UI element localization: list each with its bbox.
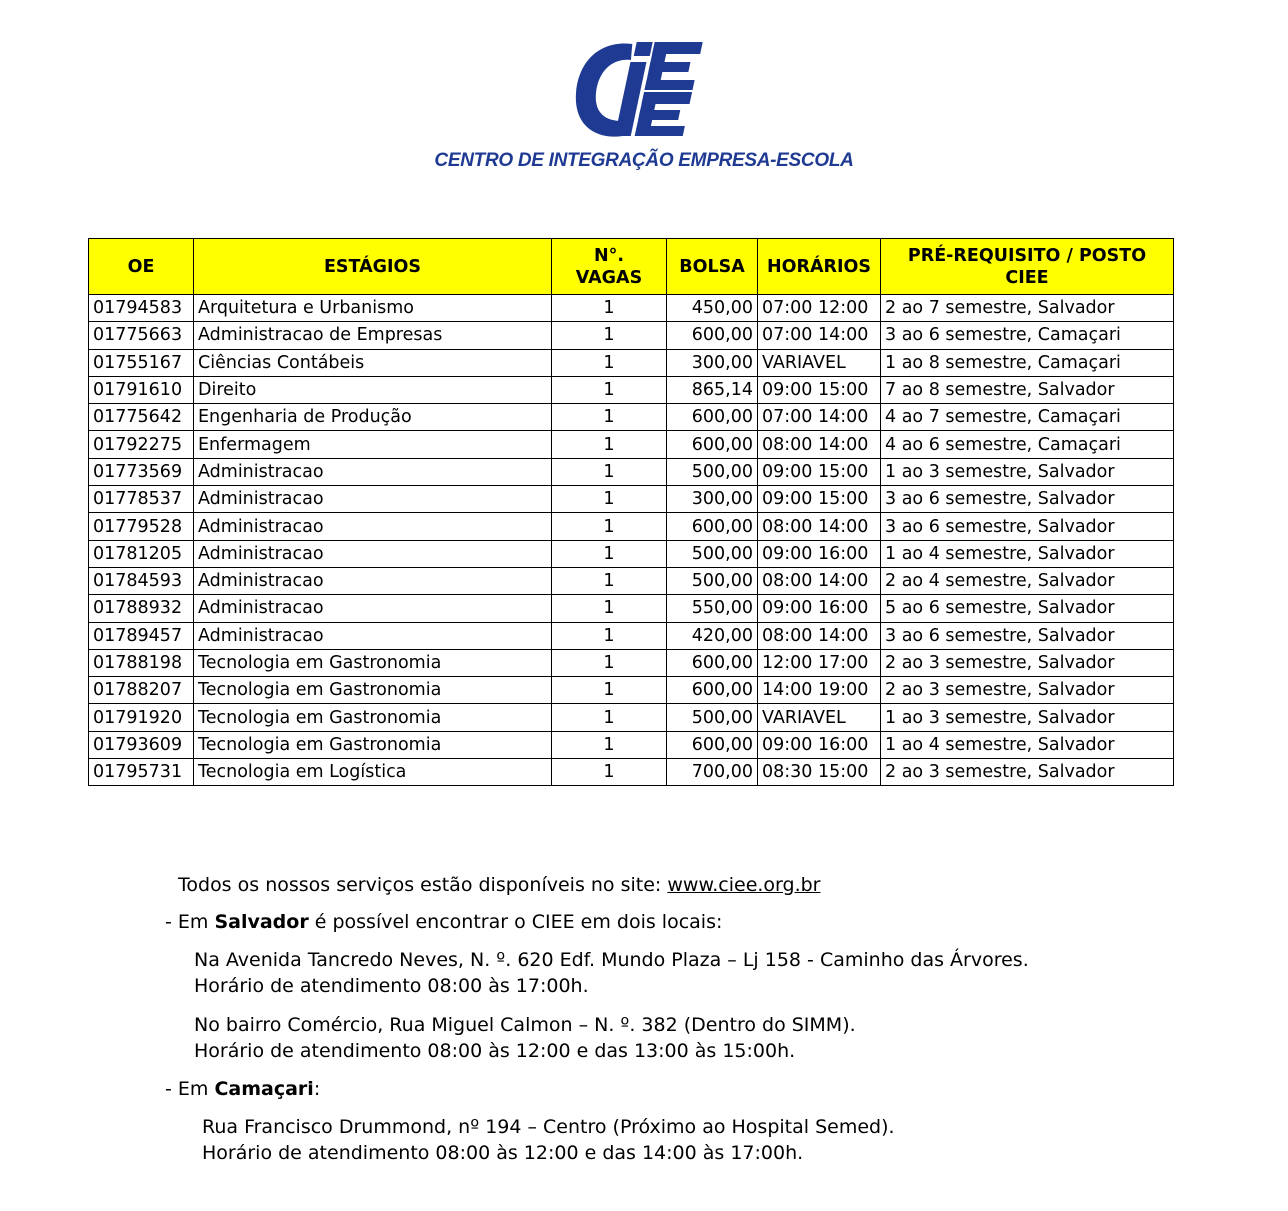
table-row	[89, 540, 1174, 567]
vagas-table	[88, 238, 1174, 786]
site-line	[178, 872, 821, 898]
cell-oe: 01788932	[89, 595, 194, 622]
cell-pre-requisito: 3 ao 6 semestre, Salvador	[881, 486, 1174, 513]
table-row	[89, 513, 1174, 540]
cell-oe: 01775642	[89, 404, 194, 431]
cell-horario: 08:00 14:00	[758, 567, 881, 594]
table-header-row	[89, 239, 1174, 295]
table-row	[89, 458, 1174, 485]
cell-bolsa: 600,00	[667, 513, 758, 540]
cell-bolsa: 300,00	[667, 349, 758, 376]
cell-oe: 01788207	[89, 677, 194, 704]
cell-estagio: Tecnologia em Gastronomia	[194, 731, 552, 758]
cell-bolsa: 300,00	[667, 486, 758, 513]
col-header-pre-line1: PRÉ-REQUISITO / POSTO	[907, 245, 1147, 266]
cell-bolsa: 420,00	[667, 622, 758, 649]
cell-bolsa: 450,00	[667, 295, 758, 322]
cell-pre-requisito: 1 ao 8 semestre, Camaçari	[881, 349, 1174, 376]
cell-horario: 07:00 14:00	[758, 404, 881, 431]
cell-vagas: 1	[552, 404, 667, 431]
table-row	[89, 431, 1174, 458]
cell-estagio: Tecnologia em Logística	[194, 759, 552, 786]
table-row	[89, 704, 1174, 731]
ciee-logo-mark	[564, 36, 724, 146]
cell-oe: 01779528	[89, 513, 194, 540]
cell-estagio: Administracao	[194, 622, 552, 649]
cell-estagio: Administracao	[194, 458, 552, 485]
cell-pre-requisito: 1 ao 4 semestre, Salvador	[881, 731, 1174, 758]
cell-horario: 08:00 14:00	[758, 622, 881, 649]
site-link[interactable]: www.ciee.org.br	[667, 874, 821, 896]
cell-oe: 01791920	[89, 704, 194, 731]
cell-horario: 07:00 14:00	[758, 322, 881, 349]
cell-pre-requisito: 3 ao 6 semestre, Camaçari	[881, 322, 1174, 349]
cell-vagas: 1	[552, 295, 667, 322]
cell-pre-requisito: 3 ao 6 semestre, Salvador	[881, 513, 1174, 540]
cell-oe: 01794583	[89, 295, 194, 322]
cell-estagio: Administracao de Empresas	[194, 322, 552, 349]
salvador-address-1: Na Avenida Tancredo Neves, N. º. 620 Edf. Mundo Plaza – Lj 158 - Caminho das Árvores.	[194, 949, 1029, 971]
table-row	[89, 677, 1174, 704]
cell-pre-requisito: 4 ao 7 semestre, Camaçari	[881, 404, 1174, 431]
cell-pre-requisito: 4 ao 6 semestre, Camaçari	[881, 431, 1174, 458]
cell-vagas: 1	[552, 458, 667, 485]
cell-estagio: Tecnologia em Gastronomia	[194, 677, 552, 704]
cell-vagas: 1	[552, 595, 667, 622]
col-header-vagas-line2: VAGAS	[575, 267, 643, 288]
cell-vagas: 1	[552, 731, 667, 758]
site-line-text: Todos os nossos serviços estão disponíveis no site:	[178, 874, 668, 896]
salvador-address-2: No bairro Comércio, Rua Miguel Calmon – N. º. 382 (Dentro do SIMM).	[194, 1014, 856, 1036]
table-row	[89, 404, 1174, 431]
cell-horario: 08:30 15:00	[758, 759, 881, 786]
cell-horario: VARIAVEL	[758, 704, 881, 731]
cell-bolsa: 600,00	[667, 649, 758, 676]
salvador-bold: Salvador	[214, 911, 309, 933]
cell-estagio: Engenharia de Produção	[194, 404, 552, 431]
col-header-vagas	[552, 239, 667, 295]
cell-pre-requisito: 1 ao 4 semestre, Salvador	[881, 540, 1174, 567]
cell-pre-requisito: 5 ao 6 semestre, Salvador	[881, 595, 1174, 622]
cell-oe: 01789457	[89, 622, 194, 649]
cell-pre-requisito: 1 ao 3 semestre, Salvador	[881, 704, 1174, 731]
camacari-suffix: :	[313, 1078, 321, 1100]
cell-oe: 01784593	[89, 567, 194, 594]
cell-horario: 08:00 14:00	[758, 513, 881, 540]
table-row	[89, 349, 1174, 376]
cell-estagio: Administracao	[194, 567, 552, 594]
cell-estagio: Ciências Contábeis	[194, 349, 552, 376]
cell-estagio: Administracao	[194, 513, 552, 540]
table-row	[89, 376, 1174, 403]
cell-horario: VARIAVEL	[758, 349, 881, 376]
cell-estagio: Administracao	[194, 595, 552, 622]
cell-horario: 12:00 17:00	[758, 649, 881, 676]
cell-estagio: Administracao	[194, 486, 552, 513]
cell-horario: 09:00 16:00	[758, 595, 881, 622]
cell-bolsa: 700,00	[667, 759, 758, 786]
cell-bolsa: 600,00	[667, 404, 758, 431]
camacari-heading	[165, 1076, 320, 1102]
camacari-prefix: - Em	[165, 1078, 215, 1100]
table-row	[89, 295, 1174, 322]
cell-oe: 01773569	[89, 458, 194, 485]
cell-bolsa: 600,00	[667, 677, 758, 704]
cell-oe: 01795731	[89, 759, 194, 786]
cell-pre-requisito: 1 ao 3 semestre, Salvador	[881, 458, 1174, 485]
col-header-oe: OE	[89, 239, 194, 295]
cell-bolsa: 600,00	[667, 322, 758, 349]
table-row	[89, 567, 1174, 594]
cell-oe: 01775663	[89, 322, 194, 349]
col-header-horarios: HORÁRIOS	[758, 239, 881, 295]
camacari-address: Rua Francisco Drummond, nº 194 – Centro (Próximo ao Hospital Semed).	[202, 1116, 895, 1138]
cell-vagas: 1	[552, 759, 667, 786]
cell-vagas: 1	[552, 322, 667, 349]
cell-vagas: 1	[552, 704, 667, 731]
table-row	[89, 486, 1174, 513]
cell-estagio: Tecnologia em Gastronomia	[194, 649, 552, 676]
cell-pre-requisito: 2 ao 3 semestre, Salvador	[881, 649, 1174, 676]
cell-estagio: Tecnologia em Gastronomia	[194, 704, 552, 731]
cell-oe: 01788198	[89, 649, 194, 676]
salvador-hours-1: Horário de atendimento 08:00 às 17:00h.	[194, 975, 589, 997]
cell-vagas: 1	[552, 513, 667, 540]
cell-vagas: 1	[552, 622, 667, 649]
cell-oe: 01791610	[89, 376, 194, 403]
cell-bolsa: 500,00	[667, 567, 758, 594]
cell-estagio: Enfermagem	[194, 431, 552, 458]
cell-vagas: 1	[552, 349, 667, 376]
table-row	[89, 649, 1174, 676]
cell-pre-requisito: 3 ao 6 semestre, Salvador	[881, 622, 1174, 649]
cell-estagio: Administracao	[194, 540, 552, 567]
salvador-heading	[165, 909, 722, 935]
logo-subtitle: CENTRO DE INTEGRAÇÃO EMPRESA-ESCOLA	[434, 150, 854, 171]
cell-pre-requisito: 2 ao 3 semestre, Salvador	[881, 759, 1174, 786]
col-header-vagas-line1: N°.	[593, 245, 625, 266]
col-header-estagios: ESTÁGIOS	[194, 239, 552, 295]
cell-horario: 09:00 16:00	[758, 731, 881, 758]
salvador-hours-2: Horário de atendimento 08:00 às 12:00 e das 13:00 às 15:00h.	[194, 1040, 796, 1062]
col-header-pre-requisito	[881, 239, 1174, 295]
cell-pre-requisito: 7 ao 8 semestre, Salvador	[881, 376, 1174, 403]
cell-pre-requisito: 2 ao 4 semestre, Salvador	[881, 567, 1174, 594]
cell-horario: 08:00 14:00	[758, 431, 881, 458]
cell-vagas: 1	[552, 677, 667, 704]
cell-oe: 01755167	[89, 349, 194, 376]
cell-vagas: 1	[552, 431, 667, 458]
cell-horario: 09:00 16:00	[758, 540, 881, 567]
table-row	[89, 595, 1174, 622]
cell-bolsa: 865,14	[667, 376, 758, 403]
camacari-bold: Camaçari	[214, 1078, 314, 1100]
cell-vagas: 1	[552, 486, 667, 513]
cell-horario: 09:00 15:00	[758, 486, 881, 513]
cell-vagas: 1	[552, 567, 667, 594]
ciee-logo	[0, 36, 1288, 146]
cell-vagas: 1	[552, 649, 667, 676]
salvador-suffix: é possível encontrar o CIEE em dois locais:	[308, 911, 723, 933]
col-header-pre-line2: CIEE	[1005, 267, 1049, 288]
cell-vagas: 1	[552, 376, 667, 403]
table-row	[89, 759, 1174, 786]
salvador-prefix: - Em	[165, 911, 215, 933]
cell-estagio: Direito	[194, 376, 552, 403]
cell-oe: 01781205	[89, 540, 194, 567]
cell-bolsa: 550,00	[667, 595, 758, 622]
cell-oe: 01792275	[89, 431, 194, 458]
cell-bolsa: 600,00	[667, 431, 758, 458]
cell-horario: 14:00 19:00	[758, 677, 881, 704]
cell-bolsa: 500,00	[667, 704, 758, 731]
camacari-hours: Horário de atendimento 08:00 às 12:00 e das 14:00 às 17:00h.	[202, 1142, 804, 1164]
cell-oe: 01778537	[89, 486, 194, 513]
cell-pre-requisito: 2 ao 7 semestre, Salvador	[881, 295, 1174, 322]
table-row	[89, 322, 1174, 349]
cell-oe: 01793609	[89, 731, 194, 758]
cell-horario: 09:00 15:00	[758, 376, 881, 403]
table-row	[89, 731, 1174, 758]
cell-vagas: 1	[552, 540, 667, 567]
cell-bolsa: 600,00	[667, 731, 758, 758]
cell-pre-requisito: 2 ao 3 semestre, Salvador	[881, 677, 1174, 704]
cell-horario: 09:00 15:00	[758, 458, 881, 485]
table-row	[89, 622, 1174, 649]
cell-bolsa: 500,00	[667, 540, 758, 567]
col-header-bolsa: BOLSA	[667, 239, 758, 295]
cell-estagio: Arquitetura e Urbanismo	[194, 295, 552, 322]
cell-horario: 07:00 12:00	[758, 295, 881, 322]
cell-bolsa: 500,00	[667, 458, 758, 485]
